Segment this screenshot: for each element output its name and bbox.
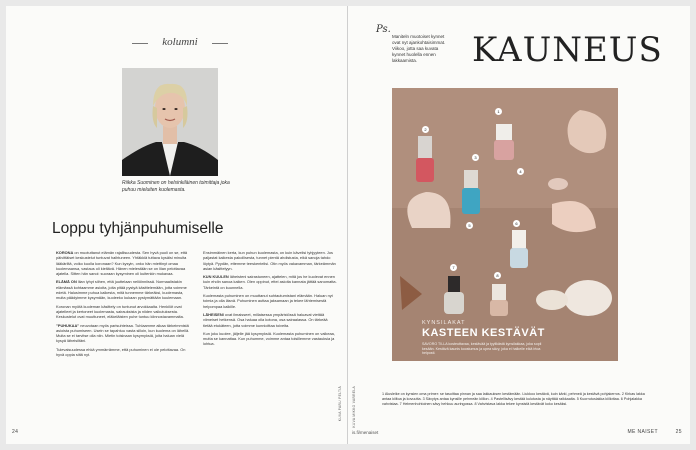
footer-url: is.fi/menaiset: [352, 430, 379, 435]
overlay-copy: SAVORO TILLA kosteuttavaa, kestävää ja tyylikästä kynsilakkaa, joka sopii kesään. Kestävä kaunis koostumus ja upea sävy, joka ei halkeile eikä irtoa helposti.: [422, 342, 542, 356]
overlay-kicker: KYNSILAKAT: [422, 320, 466, 326]
photo-caption: Riikka Suominen on helsinkiläinen toimittaja joka puhuu mieluiten kuolemasta.: [122, 180, 230, 193]
overlay-title: KASTEEN KESTÄVÄT: [422, 327, 545, 339]
author-portrait: [122, 68, 218, 176]
article-column-1: [56, 250, 191, 360]
portrait-illustration: [122, 68, 218, 176]
paragraph: Ensimmäinen kerta, kun puhun kuolemasta, on kuin kävelisi tyhjyyteen. Jos paljastat kaikesta pakollisesta, tunnet pientä ahdistusta, eikä sanoja tahdo löytyä. Pyydän, ettemme teeskentelisi. Otin myös vakavamman, tärkeämmän asian käsittelyyn.: [203, 250, 336, 271]
product-marker: 7: [450, 264, 457, 271]
product-marker: 2: [422, 126, 429, 133]
paragraph: LÄHEISENI ovat ilmaisseet, millaisessa ympäristössä haluavat viettää viimeiset hetkensä. Osa haluaa olla kotona, osa sairaalassa. On tärkeää tietää etukäteen, jotta voimme kunnioittaa toiveita.: [203, 311, 328, 328]
magazine-name: ME NAISET: [627, 429, 658, 435]
paragraph: KUN KUULEN läheisteni sairastuneen, ajattelen, mitä jos he kuolevat ennen kuin ehdin sanoa kaiken. Olen oppinut, ettei asioita kannata jättää sanomatta. Tärkeintä on kuunnella.: [203, 274, 337, 290]
section-title: KAUNEUS: [472, 30, 663, 70]
product-photo: [392, 88, 618, 361]
page-number: 24: [12, 429, 19, 435]
product-marker: 3: [472, 154, 479, 161]
left-page: [6, 6, 348, 444]
product-captions: 1 Alusleike on kynsien oma primer: se tasoittaa pinnan ja saa lakkauksen kestämään. Liukkoo kestävä, kuin kärki, pehmeä ja kestävä pohjakerros. 2 Kirkas lakka antaa kiiltoa ja kovuutta. 3 Sävytys antaa kynsille pehmeän kiillon. 4 Pastellisävy kestää kulutusta ja näyttää raikkaalta. 5 Kuorrutuslakka kiillottaa. 6 Pohjalakka vahvistaa. 7 Helmenhohtoinen sävy hehkuu auringossa. 8 Vahvistava lakka tekee kynsistä kestävät koko kesäksi.: [382, 392, 645, 406]
column-tag: kolumni: [132, 36, 228, 48]
paragraph: Kun joku kuolee, jäljelle jää kysymyksiä. Kuolemasta puhuminen on vaikeaa, mutta se kannattaa. Kun puhumme, voimme antaa toisillemme vastauksia ja lohtua.: [203, 330, 335, 347]
ps-mark: Ps.: [376, 24, 391, 35]
product-marker: 8: [494, 272, 501, 279]
article-body: [56, 250, 338, 360]
photo-overlay: [422, 320, 546, 356]
article-column-2: [203, 250, 338, 360]
right-page: [348, 6, 690, 444]
product-marker: 4: [517, 168, 524, 175]
paragraph: Tulevaisuudessa ehkä ymmärrämme, että puhuminen ei ole pelottavaa. On hyvä oppia siitä nyt.: [56, 346, 186, 358]
paragraph: "PUHUKAA" neuvotaan myös parisuhteissa. Tuhlaamme aikaa tärkeimmistä asioista puhumiseen. Usein se tapahtuu vasta silloin, kun kuolema on lähellä. Muita se ei tarvitse olla niin. Mietin toisinaan kysymyksiä, joita haluan vielä kysyä läheisiltäni.: [56, 322, 190, 344]
photo-credit: KUVA PARU PELTIÄ: [338, 386, 342, 422]
page-number: 25: [675, 429, 682, 435]
article-headline: Loppu tyhjänpuhumiselle: [52, 220, 224, 237]
ps-note: Maniteln muotoiset kynnet ovat nyt ajankohtaisimmat. Viikoo, jotta saa kuvata kynnet huolella ennen lakkaamista.: [392, 34, 446, 63]
product-marker: 6: [513, 220, 520, 227]
product-marker: 1: [495, 108, 502, 115]
paragraph: KORONA on muotuttanut elämän rajallisuudesta. Sen hyvä puoli on se, että päivittäiset keskustelut tuntuvat haihtuneen. Yhtäkkiä tuttava kysäisi minulta lääkäriltä, voiko kuolla koronaan? Kun kysyin, onko hän miettinyt omaa kuolemaansa, vastaus oli kieltävä. Hänen mielestään se on liian pelottavaa ajatella. Sitten hän sanoi: suoraan kysyminen oli kuitenkin mukavaa.: [56, 250, 188, 277]
paragraph: ELÄMÄ ON liian lyhyt siihen, että juuttelaan neliöinniissä. Normaalistakin elämässä kohtaamme asioita, joita pitää pystyä käsittelemään, jotta voimme edetä. Halusimme puhua kaikesta, mitä tunnemme tärkeäksi, kuolemasta, muita päädyimme kysymään, kuoleeko kukaan pystymättään kuulemaan.: [56, 279, 187, 301]
paragraph: Kuolemasta puhuminen on muuttanut suhtautumistani elämään. Haluan nyt toimia ja olla läsnä. Puhuminen auttaa jaksamaan ja tekee lähtemisestä helpompaa kaikille.: [203, 293, 333, 309]
product-marker: 5: [466, 222, 473, 229]
magazine-spread: [6, 6, 690, 444]
paragraph: Koronan myötä kuoleman käsittely on tuntunut arvokkaalta. Henkilöt ovat ajatelleet ja kertoneet kuolemasta, sairauksista ja niiden vaikutuksesta. Keskustelut ovat muuttuneet, eläkeläisten puhe tuntuu kiinnostavammalta.: [56, 303, 184, 320]
photo-credit: KUVA MIKKO VARRELA: [352, 386, 356, 428]
